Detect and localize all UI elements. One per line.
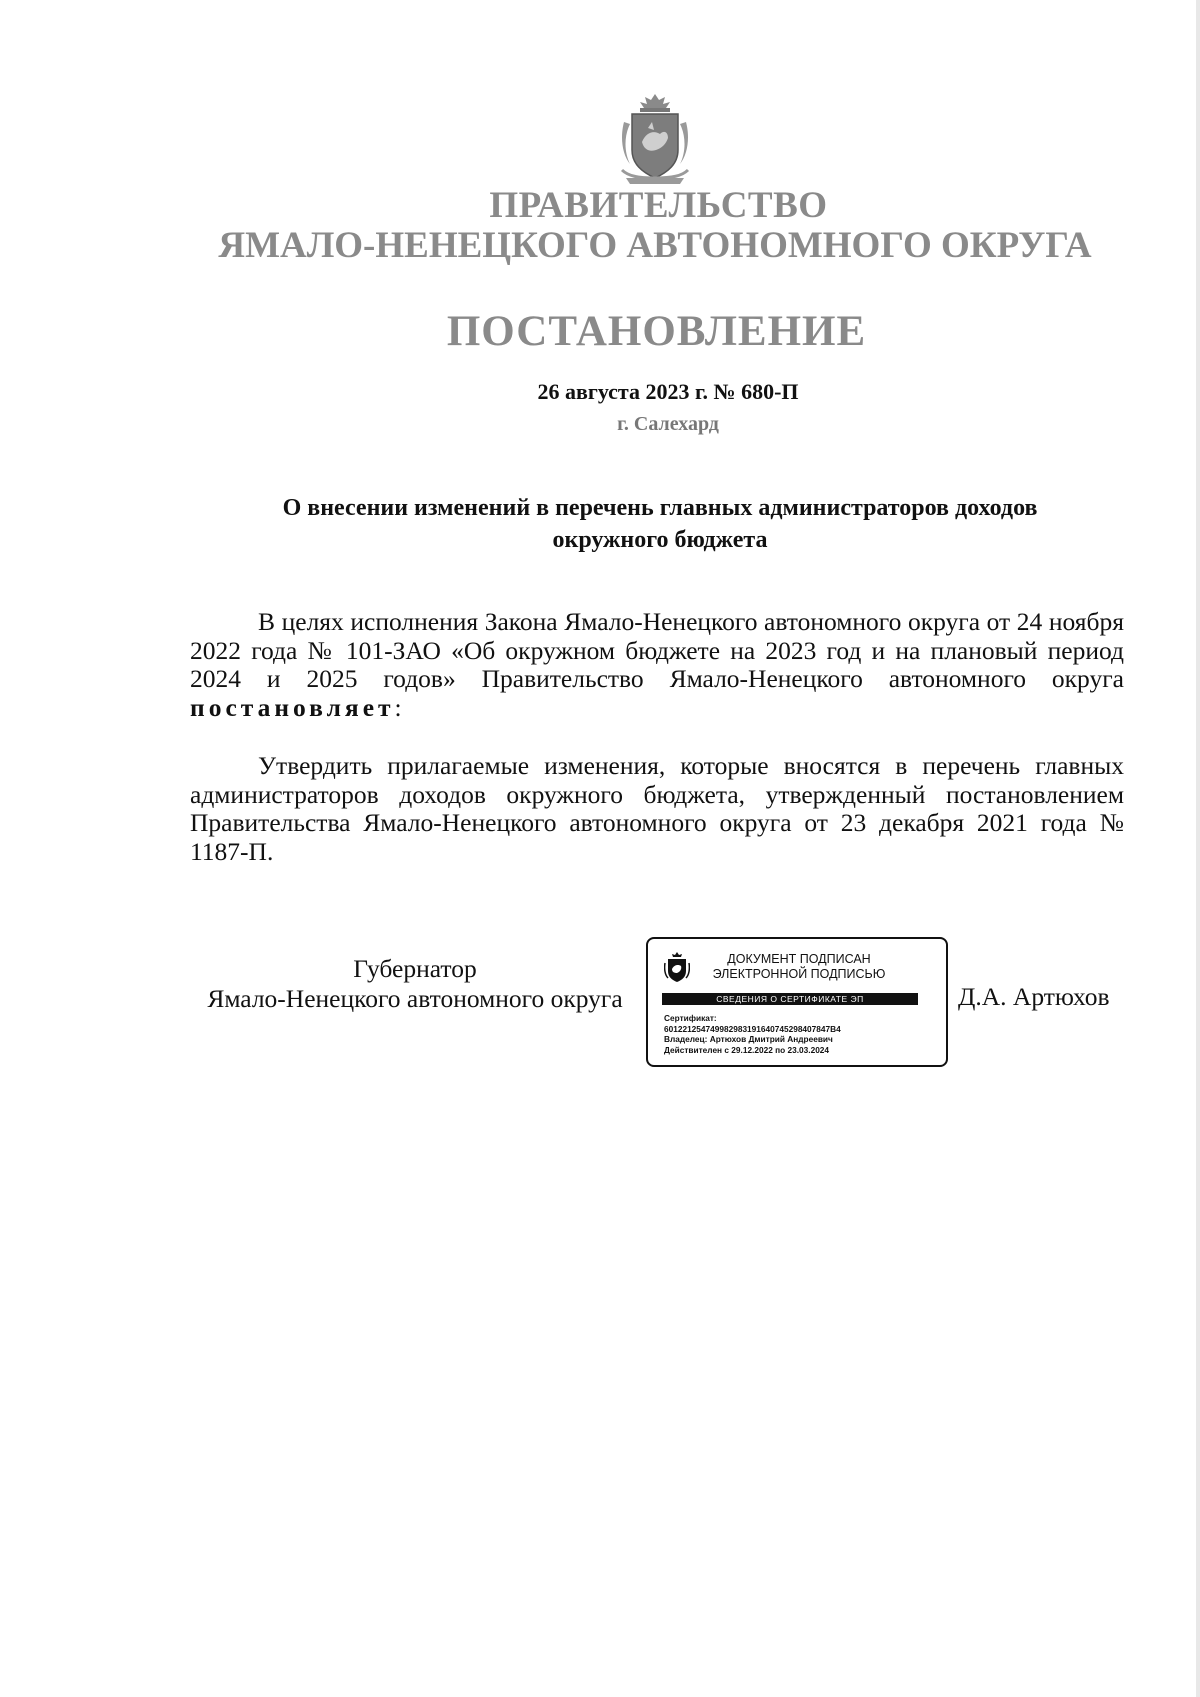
signatory-name: Д.А. Артюхов bbox=[958, 982, 1110, 1011]
stamp-title-line1: ДОКУМЕНТ ПОДПИСАН bbox=[727, 952, 871, 966]
paragraph1-text: В целях исполнения Закона Ямало-Ненецкого автономного округа от 24 ноября 2022 года № 101-ЗАО «Об окружном бюджете на 2023 год и на плановый период 2024 и 2025 годов» Правительство Ямало-Ненецкого автономного округа bbox=[190, 607, 1124, 693]
document-subject bbox=[210, 492, 1110, 556]
stamp-title-line2: ЭЛЕКТРОННОЙ ПОДПИСЬЮ bbox=[712, 967, 886, 981]
page-edge bbox=[1196, 0, 1200, 1697]
document-type-title: ПОСТАНОВЛЕНИЕ bbox=[446, 308, 867, 355]
stamp-title bbox=[704, 952, 894, 982]
subject-line1: О внесении изменений в перечень главных администраторов доходов bbox=[282, 495, 1038, 521]
stamp-certificate-info bbox=[664, 1013, 841, 1055]
yanao-emblem-small-icon bbox=[664, 951, 690, 983]
document-city: г. Салехард bbox=[617, 413, 719, 435]
document-date-number: 26 августа 2023 г. № 680-П bbox=[537, 379, 799, 404]
electronic-signature-stamp bbox=[646, 937, 948, 1067]
certificate-value: 601221254749982983191640745298407847В4 bbox=[664, 1023, 841, 1034]
certificate-owner: Владелец: Артюхов Дмитрий Андреевич bbox=[664, 1034, 833, 1044]
signatory-position bbox=[190, 954, 640, 1014]
body-paragraph-1 bbox=[190, 608, 1124, 722]
paragraph1-keyword: постановляет bbox=[190, 692, 395, 722]
position-line1: Губернатор bbox=[353, 954, 477, 983]
yanao-coat-of-arms-icon bbox=[618, 92, 692, 188]
subject-line2: окружного бюджета bbox=[552, 527, 768, 553]
government-title-line1: ПРАВИТЕЛЬСТВО bbox=[489, 185, 828, 226]
stamp-certificate-bar: СВЕДЕНИЯ О СЕРТИФИКАТЕ ЭП bbox=[662, 993, 918, 1005]
body-paragraph-2: Утвердить прилагаемые изменения, которые вносятся в перечень главных администраторов доходов окружного бюджета, утвержденный постановлением Правительства Ямало-Ненецкого автономного округа от 23 декабря 2021 года № 1187-П. bbox=[190, 751, 1124, 866]
paragraph1-end: : bbox=[394, 692, 402, 722]
position-line2: Ямало-Ненецкого автономного округа bbox=[207, 984, 623, 1013]
certificate-validity: Действителен с 29.12.2022 по 23.03.2024 bbox=[664, 1044, 830, 1055]
certificate-label: Сертификат: bbox=[664, 1013, 717, 1023]
government-title-line2: ЯМАЛО-НЕНЕЦКОГО АВТОНОМНОГО ОКРУГА bbox=[218, 225, 1092, 266]
